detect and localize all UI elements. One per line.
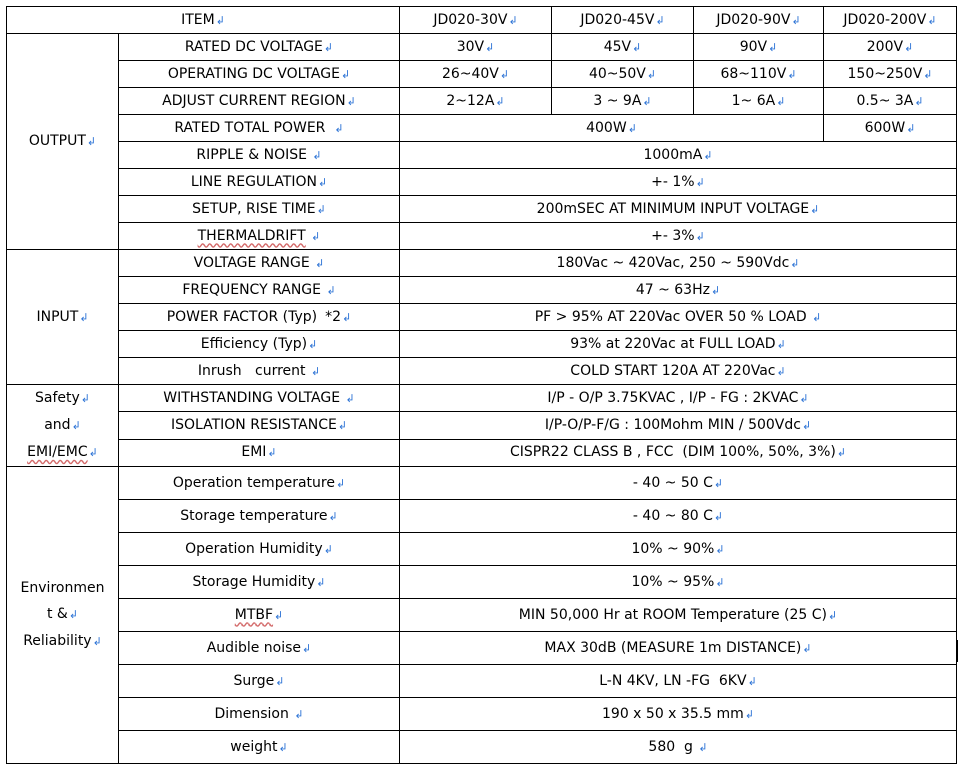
- model-label: JD020-90V: [716, 11, 791, 28]
- return-mark-icon: ↲: [508, 13, 518, 27]
- value-cell: [400, 250, 957, 277]
- row-label: [119, 304, 400, 331]
- return-mark-icon: ↲: [317, 175, 328, 189]
- row-label: [119, 566, 400, 599]
- value-text: 190 x 50 x 35.5 mm: [602, 705, 744, 722]
- value-cell: [400, 467, 957, 500]
- value-cell: [400, 599, 957, 632]
- row-label: [119, 169, 400, 196]
- value-text: 40~50V: [588, 65, 646, 82]
- value-text: 68~110V: [720, 65, 787, 82]
- value-text: L-N 4KV, LN -FG 6KV: [599, 672, 747, 689]
- return-mark-icon: ↲: [311, 229, 321, 243]
- label-text: LINE REGULATION: [190, 173, 317, 190]
- table-row: [7, 731, 957, 764]
- header-model-3: [694, 7, 824, 34]
- return-mark-icon: ↲: [747, 674, 757, 688]
- row-label: [119, 439, 400, 466]
- return-mark-icon: ↲: [710, 283, 721, 297]
- value-text: 45V: [603, 38, 632, 55]
- value-cell: [824, 34, 957, 61]
- return-mark-icon: ↲: [342, 310, 352, 324]
- value-cell: [400, 731, 957, 764]
- return-mark-icon: ↲: [80, 392, 90, 405]
- model-label: JD020-45V: [580, 11, 655, 28]
- table-row: [7, 277, 957, 304]
- value-cell: [552, 34, 694, 61]
- return-mark-icon: ↲: [323, 542, 333, 556]
- value-text: - 40 ~ 80 C: [632, 507, 713, 524]
- return-mark-icon: ↲: [335, 476, 346, 490]
- value-text: 90V: [739, 38, 768, 55]
- label-text: FREQUENCY RANGE: [182, 281, 321, 298]
- return-mark-icon: ↲: [334, 121, 344, 135]
- value-text: 400W: [586, 119, 627, 136]
- category-label: and: [44, 417, 71, 433]
- value-cell: [400, 698, 957, 731]
- label-text: Storage temperature: [180, 507, 328, 524]
- label-text: MTBF: [234, 606, 274, 623]
- table-row: [7, 665, 957, 698]
- value-cell: [400, 169, 957, 196]
- return-mark-icon: ↲: [278, 740, 288, 754]
- value-text: 26~40V: [441, 65, 499, 82]
- return-mark-icon: ↲: [323, 40, 334, 54]
- value-text: 3 ~ 9A: [593, 92, 642, 109]
- table-row: [7, 439, 957, 466]
- value-cell: [400, 358, 957, 385]
- value-cell: [400, 61, 552, 88]
- row-label: [119, 34, 400, 61]
- table-row: [7, 500, 957, 533]
- value-cell: [400, 632, 957, 665]
- return-mark-icon: ↲: [801, 418, 812, 432]
- value-cell: [694, 34, 824, 61]
- return-mark-icon: ↲: [802, 641, 812, 655]
- category-label: INPUT: [36, 308, 79, 325]
- label-text: RIPPLE & NOISE: [196, 146, 307, 163]
- return-mark-icon: ↲: [499, 67, 510, 81]
- label-text: ADJUST CURRENT REGION: [162, 92, 346, 109]
- value-text: 1~ 6A: [731, 92, 776, 109]
- value-cell: [552, 61, 694, 88]
- table-row: [7, 533, 957, 566]
- value-cell: [400, 412, 957, 439]
- table-row: [7, 115, 957, 142]
- model-label: JD020-30V: [433, 11, 508, 28]
- header-model-1: [400, 7, 552, 34]
- return-mark-icon: ↲: [787, 67, 797, 81]
- row-label: [119, 115, 400, 142]
- row-label: [119, 277, 400, 304]
- row-label: [119, 196, 400, 223]
- return-mark-icon: ↲: [312, 148, 322, 162]
- value-cell: [400, 34, 552, 61]
- return-mark-icon: ↲: [810, 202, 820, 216]
- value-cell: [400, 223, 957, 250]
- label-text: Storage Humidity: [192, 573, 316, 590]
- value-cell: [694, 88, 824, 115]
- return-mark-icon: ↲: [345, 391, 355, 405]
- return-mark-icon: ↲: [695, 175, 705, 189]
- header-model-4: [824, 7, 957, 34]
- category-safety: [7, 385, 119, 467]
- value-cell: [824, 115, 957, 142]
- text-cursor: [957, 640, 958, 662]
- return-mark-icon: ↲: [215, 13, 225, 27]
- label-text: Inrush current: [197, 362, 306, 379]
- header-row: [7, 7, 957, 34]
- return-mark-icon: ↲: [791, 13, 801, 27]
- return-mark-icon: ↲: [495, 94, 505, 108]
- return-mark-icon: ↲: [337, 418, 348, 432]
- value-cell: [400, 331, 957, 358]
- value-cell: [694, 61, 824, 88]
- return-mark-icon: ↲: [485, 40, 495, 54]
- table-row: [7, 142, 957, 169]
- row-label: [119, 731, 400, 764]
- table-row: [7, 599, 957, 632]
- value-text: +- 1%: [651, 173, 695, 190]
- row-label: [119, 385, 400, 412]
- table-row: [7, 196, 957, 223]
- return-mark-icon: ↲: [768, 40, 778, 54]
- value-text: 600W: [864, 119, 906, 136]
- label-text: Operation Humidity: [185, 540, 323, 557]
- return-mark-icon: ↲: [927, 13, 937, 27]
- return-mark-icon: ↲: [315, 256, 325, 270]
- footnote-marker: *2: [325, 308, 342, 325]
- table-row: [7, 250, 957, 277]
- return-mark-icon: ↲: [713, 509, 724, 523]
- row-label: [119, 412, 400, 439]
- return-mark-icon: ↲: [68, 608, 79, 621]
- row-label: [119, 88, 400, 115]
- value-cell: [400, 566, 957, 599]
- return-mark-icon: ↲: [646, 67, 657, 81]
- return-mark-icon: ↲: [88, 446, 98, 459]
- value-text: 0.5~ 3A: [856, 92, 914, 109]
- value-text: I/P-O/P-F/G : 100Mohm MIN / 500Vdc: [544, 416, 801, 433]
- return-mark-icon: ↲: [316, 575, 326, 589]
- row-label: [119, 142, 400, 169]
- value-cell: [400, 439, 957, 466]
- return-mark-icon: ↲: [906, 121, 916, 135]
- row-label: [119, 467, 400, 500]
- return-mark-icon: ↲: [914, 94, 924, 108]
- label-text: Surge: [233, 672, 275, 689]
- return-mark-icon: ↲: [799, 391, 809, 405]
- return-mark-icon: ↲: [79, 310, 89, 324]
- return-mark-icon: ↲: [776, 337, 786, 351]
- value-cell: [824, 61, 957, 88]
- return-mark-icon: ↲: [904, 40, 914, 54]
- return-mark-icon: ↲: [836, 446, 847, 460]
- return-mark-icon: ↲: [328, 509, 338, 523]
- return-mark-icon: ↲: [267, 446, 277, 460]
- table-row: [7, 331, 957, 358]
- category-label: EMI/EMC: [27, 444, 88, 460]
- row-label: [119, 632, 400, 665]
- value-cell: [400, 304, 957, 331]
- label-text: Efficiency (Typ): [200, 335, 308, 352]
- return-mark-icon: ↲: [275, 674, 285, 688]
- value-text: CISPR22 CLASS B , FCC (DIM 100%, 50%, 3%): [509, 444, 836, 461]
- return-mark-icon: ↲: [744, 707, 755, 721]
- table-row: [7, 223, 957, 250]
- table-row: [7, 566, 957, 599]
- table-row: [7, 169, 957, 196]
- table-row: [7, 412, 957, 439]
- table-row: [7, 385, 957, 412]
- value-text: 10% ~ 95%: [631, 573, 715, 590]
- category-label: t &: [46, 606, 68, 622]
- return-mark-icon: ↲: [642, 94, 652, 108]
- label-text: VOLTAGE RANGE: [193, 254, 310, 271]
- row-label: [119, 331, 400, 358]
- table-row: [7, 358, 957, 385]
- row-label: [119, 698, 400, 731]
- value-text: - 40 ~ 50 C: [632, 474, 713, 491]
- return-mark-icon: ↲: [302, 641, 312, 655]
- category-label: Safety: [34, 390, 80, 406]
- value-text: I/P - O/P 3.75KVAC , I/P - FG : 2KVAC: [547, 389, 799, 406]
- value-text: 200V: [866, 38, 904, 55]
- return-mark-icon: ↲: [695, 229, 705, 243]
- return-mark-icon: ↲: [715, 542, 725, 556]
- label-text: OPERATING DC VOLTAGE: [167, 65, 340, 82]
- value-cell: [400, 665, 957, 698]
- value-text: 580 g: [648, 738, 693, 755]
- label-text: RATED TOTAL POWER: [174, 119, 326, 136]
- value-text: 30V: [456, 38, 485, 55]
- label-text: weight: [230, 738, 278, 755]
- value-cell: [400, 196, 957, 223]
- return-mark-icon: ↲: [632, 40, 642, 54]
- value-text: COLD START 120A AT 220Vac: [570, 362, 776, 379]
- return-mark-icon: ↲: [698, 740, 708, 754]
- label-text: WITHSTANDING VOLTAGE: [163, 389, 341, 406]
- label-text: SETUP, RISE TIME: [192, 200, 316, 217]
- label-text: Operation temperature: [172, 474, 335, 491]
- table-row: [7, 304, 957, 331]
- return-mark-icon: ↲: [310, 364, 321, 378]
- value-cell: [400, 533, 957, 566]
- label-text: Dimension: [214, 705, 289, 722]
- return-mark-icon: ↲: [812, 310, 822, 324]
- row-label: [119, 358, 400, 385]
- value-text: 1000mA: [643, 146, 703, 163]
- return-mark-icon: ↲: [340, 67, 351, 81]
- category-label: OUTPUT: [28, 133, 86, 149]
- return-mark-icon: ↲: [790, 256, 800, 270]
- label-text: EMI: [241, 444, 267, 461]
- category-label: Environmen: [20, 580, 105, 596]
- value-cell: [400, 88, 552, 115]
- value-cell: [400, 142, 957, 169]
- category-input: [7, 250, 119, 385]
- category-output: [7, 34, 119, 250]
- return-mark-icon: ↲: [713, 476, 724, 490]
- value-text: 200mSEC AT MINIMUM INPUT VOLTAGE: [536, 200, 810, 217]
- return-mark-icon: ↲: [655, 13, 665, 27]
- value-text: MAX 30dB (MEASURE 1m DISTANCE): [544, 639, 802, 656]
- return-mark-icon: ↲: [828, 608, 838, 622]
- row-label: [119, 665, 400, 698]
- header-model-2: [552, 7, 694, 34]
- row-label: [119, 250, 400, 277]
- label-text: POWER FACTOR (Typ): [166, 308, 318, 325]
- table-row: [7, 467, 957, 500]
- return-mark-icon: ↲: [715, 575, 725, 589]
- label-text: THERMALDRIFT: [197, 227, 306, 244]
- return-mark-icon: ↲: [86, 135, 97, 148]
- value-cell: [824, 88, 957, 115]
- value-cell: [400, 500, 957, 533]
- value-text: 2~12A: [446, 92, 495, 109]
- value-text: 93% at 220Vac at FULL LOAD: [570, 335, 776, 352]
- return-mark-icon: ↲: [92, 635, 102, 648]
- table-row: [7, 61, 957, 88]
- value-text: +- 3%: [651, 227, 695, 244]
- label-text: Audible noise: [206, 639, 302, 656]
- table-row: [7, 34, 957, 61]
- spec-table: [6, 6, 957, 764]
- return-mark-icon: ↲: [316, 202, 326, 216]
- value-cell: [400, 115, 824, 142]
- value-text: PF > 95% AT 220Vac OVER 50 % LOAD: [534, 308, 807, 325]
- table-row: [7, 632, 957, 665]
- value-text: 10% ~ 90%: [631, 540, 715, 557]
- value-text: 150~250V: [847, 65, 923, 82]
- return-mark-icon: ↲: [923, 67, 933, 81]
- return-mark-icon: ↲: [71, 419, 81, 432]
- return-mark-icon: ↲: [776, 364, 786, 378]
- category-environment: [7, 467, 119, 764]
- value-text: MIN 50,000 Hr at ROOM Temperature (25 C): [518, 606, 828, 623]
- header-item: [7, 7, 400, 34]
- return-mark-icon: ↲: [627, 121, 637, 135]
- table-row: [7, 698, 957, 731]
- row-label: [119, 61, 400, 88]
- row-label: [119, 533, 400, 566]
- row-label: [119, 500, 400, 533]
- return-mark-icon: ↲: [308, 337, 318, 351]
- return-mark-icon: ↲: [326, 283, 336, 297]
- value-cell: [400, 277, 957, 304]
- return-mark-icon: ↲: [776, 94, 786, 108]
- model-label: JD020-200V: [843, 11, 927, 28]
- value-cell: [552, 88, 694, 115]
- return-mark-icon: ↲: [346, 94, 356, 108]
- header-item-label: ITEM: [181, 11, 215, 28]
- label-text: RATED DC VOLTAGE: [184, 38, 323, 55]
- label-text: ISOLATION RESISTANCE: [170, 416, 337, 433]
- category-label: Reliability: [23, 633, 92, 649]
- return-mark-icon: ↲: [274, 608, 284, 622]
- row-label: [119, 223, 400, 250]
- value-text: 180Vac ~ 420Vac, 250 ~ 590Vdc: [556, 254, 790, 271]
- return-mark-icon: ↲: [294, 707, 304, 721]
- value-cell: [400, 385, 957, 412]
- row-label: [119, 599, 400, 632]
- return-mark-icon: ↲: [703, 148, 713, 162]
- table-row: [7, 88, 957, 115]
- value-text: 47 ~ 63Hz: [635, 281, 710, 298]
